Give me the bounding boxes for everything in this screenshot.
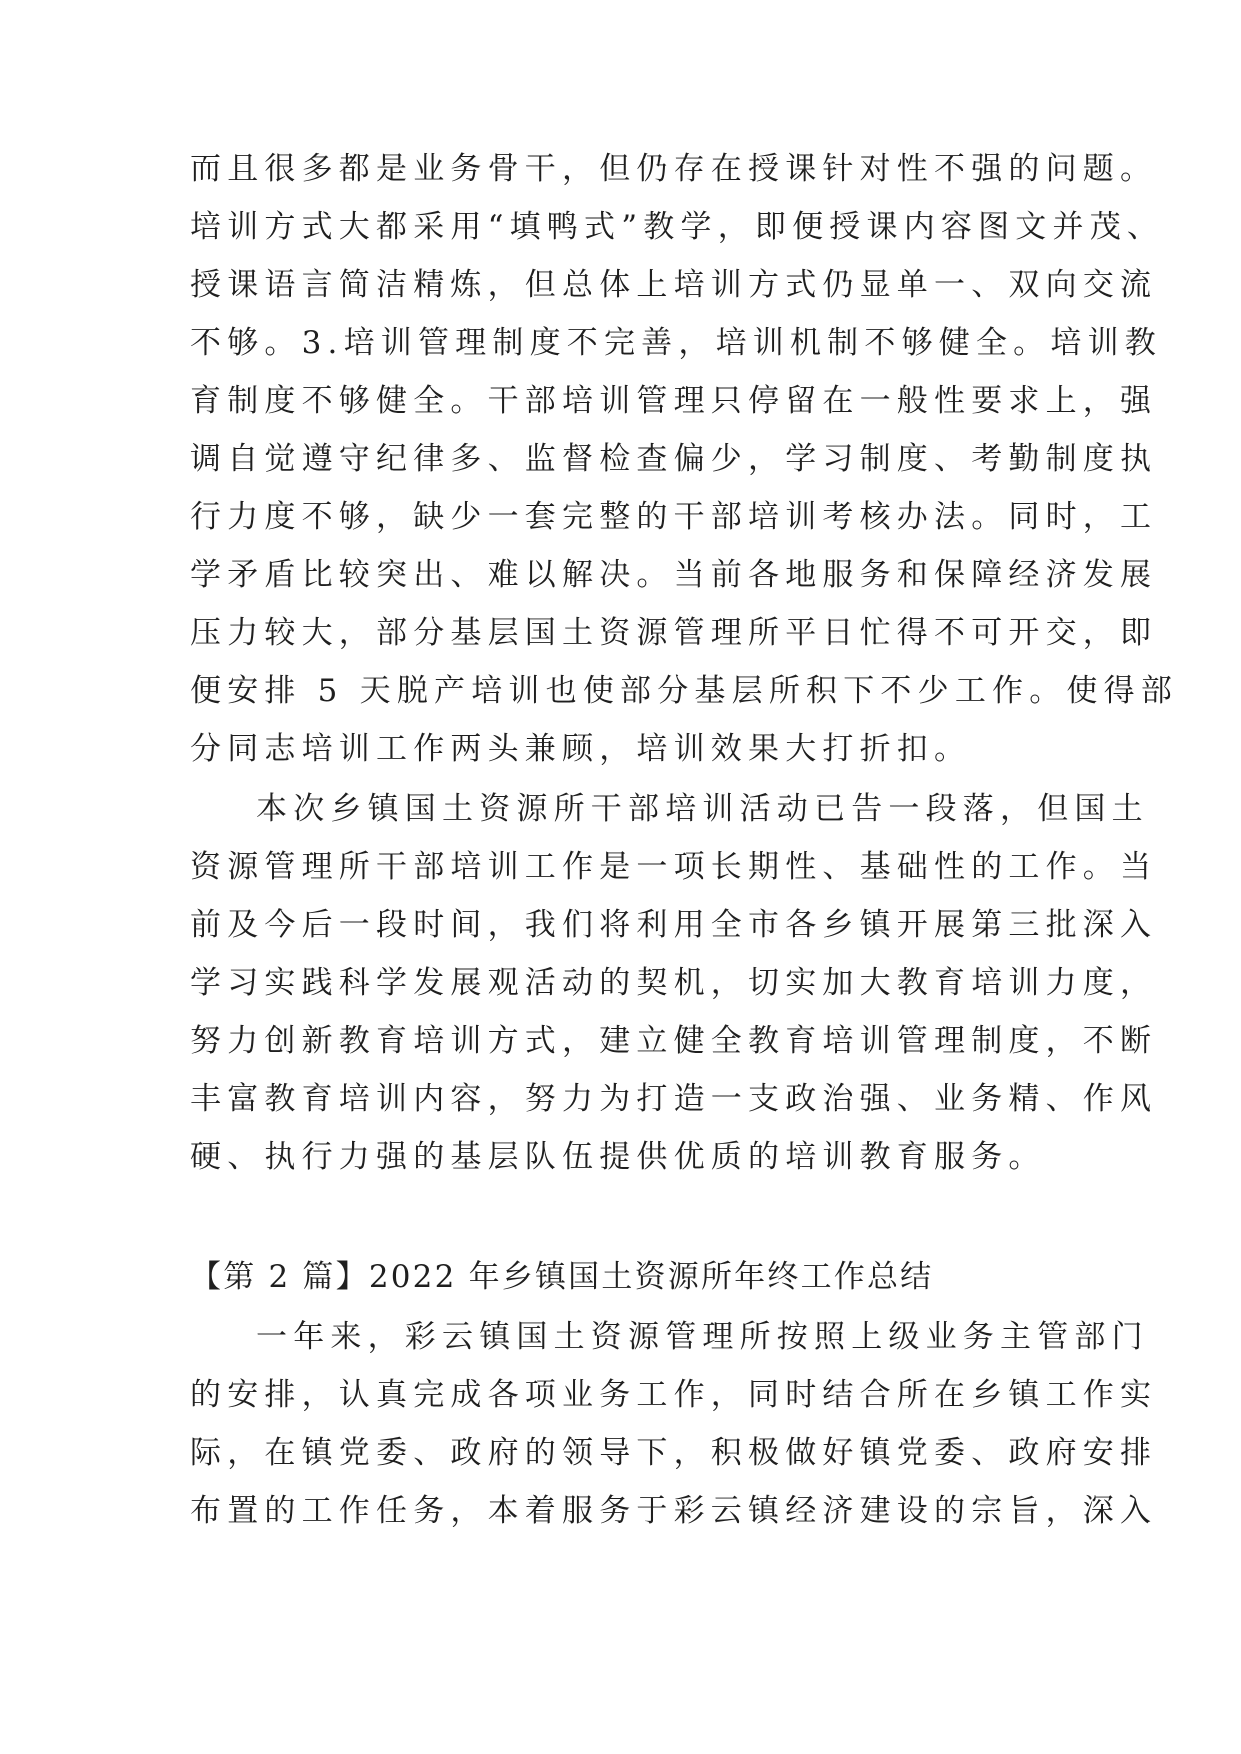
- paragraph-2-line: 本次乡镇国土资源所干部培训活动已告一段落，但国土: [256, 791, 1149, 827]
- paragraph-2-line: 努力创新教育培训方式，建立健全教育培训管理制度，不断: [190, 1023, 1158, 1059]
- paragraph-1-line: 调自觉遵守纪律多、监督检查偏少，学习制度、考勤制度执: [190, 441, 1158, 477]
- paragraph-1-line: 分同志培训工作两头兼顾，培训效果大打折扣。: [190, 731, 972, 767]
- paragraph-1-line: 行力度不够，缺少一套完整的干部培训考核办法。同时，工: [190, 499, 1158, 535]
- paragraph-1-line: 培训方式大都采用“填鸭式”教学，即便授课内容图文并茂、: [190, 209, 1165, 245]
- paragraph-1-line: 学矛盾比较突出、难以解决。当前各地服务和保障经济发展: [190, 557, 1158, 593]
- paragraph-3-line: 的安排，认真完成各项业务工作，同时结合所在乡镇工作实: [190, 1377, 1158, 1413]
- paragraph-1-line: 授课语言简洁精炼，但总体上培训方式仍显单一、双向交流: [190, 267, 1158, 303]
- paragraph-3-line: 际，在镇党委、政府的领导下，积极做好镇党委、政府安排: [190, 1435, 1158, 1471]
- paragraph-2-line: 学习实践科学发展观活动的契机，切实加大教育培训力度，: [190, 965, 1158, 1001]
- paragraph-1-line: 压力较大，部分基层国土资源管理所平日忙得不可开交，即: [190, 615, 1158, 651]
- paragraph-3-line: 布置的工作任务，本着服务于彩云镇经济建设的宗旨，深入: [190, 1493, 1158, 1529]
- section-heading: 【第 2 篇】2022 年乡镇国土资源所年终工作总结: [190, 1259, 934, 1295]
- paragraph-1-line: 不够。3.培训管理制度不完善，培训机制不够健全。培训教: [190, 325, 1162, 361]
- paragraph-2-line: 资源管理所干部培训工作是一项长期性、基础性的工作。当: [190, 849, 1158, 885]
- paragraph-2-line: 硬、执行力强的基层队伍提供优质的培训教育服务。: [190, 1139, 1046, 1175]
- paragraph-1-line: 育制度不够健全。干部培训管理只停留在一般性要求上，强: [190, 383, 1158, 419]
- paragraph-1-line: 便安排 5 天脱产培训也使部分基层所积下不少工作。使得部: [190, 673, 1179, 709]
- paragraph-2-line: 丰富教育培训内容，努力为打造一支政治强、业务精、作风: [190, 1081, 1158, 1117]
- paragraph-2-line: 前及今后一段时间，我们将利用全市各乡镇开展第三批深入: [190, 907, 1158, 943]
- paragraph-3-line: 一年来，彩云镇国土资源管理所按照上级业务主管部门: [256, 1319, 1149, 1355]
- paragraph-1-line: 而且很多都是业务骨干，但仍存在授课针对性不强的问题。: [190, 151, 1158, 187]
